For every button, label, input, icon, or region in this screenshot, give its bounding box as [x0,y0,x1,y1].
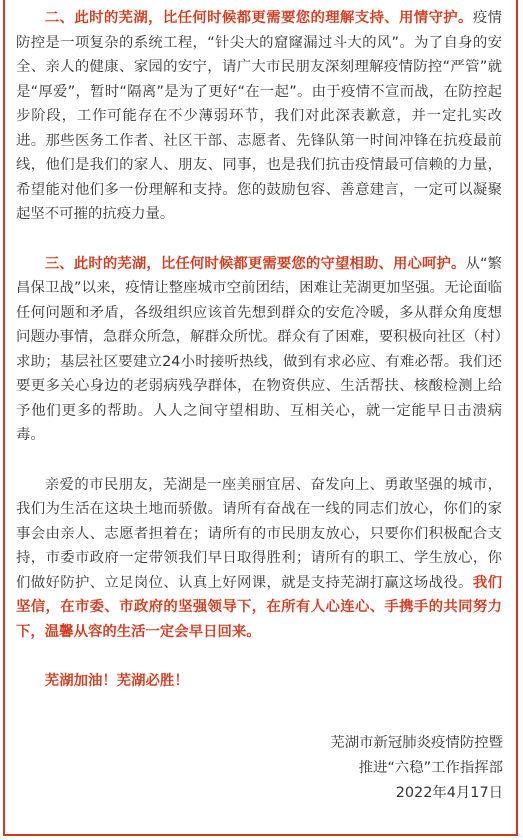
section-3-paragraph [16,252,502,448]
section-2-text: 疫情防控是一项复杂的系统工程，“针尖大的窟窿漏过斗大的风”。为了自身的安全、亲人的健康、家园的安宁，请广大市民朋友深刻理解疫情防控“严管”就是“厚爱”，暂时“隔离”是为了更好“在一起”。由于疫情不宣而战，在防控起步阶段，工作可能存在不少薄弱环节，我们对此深表歉意，并一定扎实改进。那些医务工作者、社区干部、志愿者、先锋队第一时间冲锋在抗疫最前线，他们是我们的家人、朋友、同事，也是我们抗击疫情最可信赖的力量，希望能对他们多一份理解和支持。您的鼓励包容、善意建言，一定可以凝聚起坚不可摧的抗疫力量。 [16,10,502,222]
signature-block [243,731,503,806]
section-2-heading: 二、此时的芜湖，比任何时候都更需要您的理解支持、用情守护。 [44,10,473,26]
section-3-text: 从“繁昌保卫战”以来，疫情让整座城市空前团结，困难让芜湖更加坚强。无论面临任何问题和矛盾，各级组织应该首先想到群众的安危冷暖，多从群众角度想问题办事情，急群众所急，解群众所忧。群众有了困难，要积极向社区（村）求助；基层社区要建立24小时接听热线，做到有求必应、有难必帮。我们还要更多关心身边的老弱病残孕群体，在物资供应、生活帮扶、核酸检测上给予他们更多的帮助。人人之间守望相助、互相关心，就一定能早日击溃病毒。 [16,255,502,443]
closing-text: 亲爱的市民朋友，芜湖是一座美丽宜居、奋发向上、勇敢坚强的城市，我们为生活在这块土地而骄傲。请所有奋战在一线的同志们放心，你们的家事会由亲人、志愿者担着在；请所有的市民朋友放心，只要你们积极配合支持，市委市政府一定带领我们早日取得胜利；请所有的职工、学生放心，你们做好防护、立足岗位、认真上好网课，就是支持芜湖打赢这场战役。 [16,476,502,591]
signature-org-line-1: 芜湖市新冠肺炎疫情防控暨 [330,735,503,751]
signature-date: 2022年4月17日 [395,785,503,801]
closing-emphasis: 我们坚信，在市委、市政府的坚强领导下，在所有人心连心、手携手的共同努力下，温馨从容的生活一定会早日回来。 [16,574,502,640]
signature-org-line-2: 推进“六稳”工作指挥部 [358,760,503,776]
section-2-paragraph [16,6,502,227]
letter-body [16,6,502,694]
closing-paragraph [16,473,502,645]
section-3-heading: 三、此时的芜湖，比任何时候都更需要您的守望相助、用心呵护。 [44,255,466,272]
slogan: 芜湖加油！芜湖必胜！ [44,673,189,689]
